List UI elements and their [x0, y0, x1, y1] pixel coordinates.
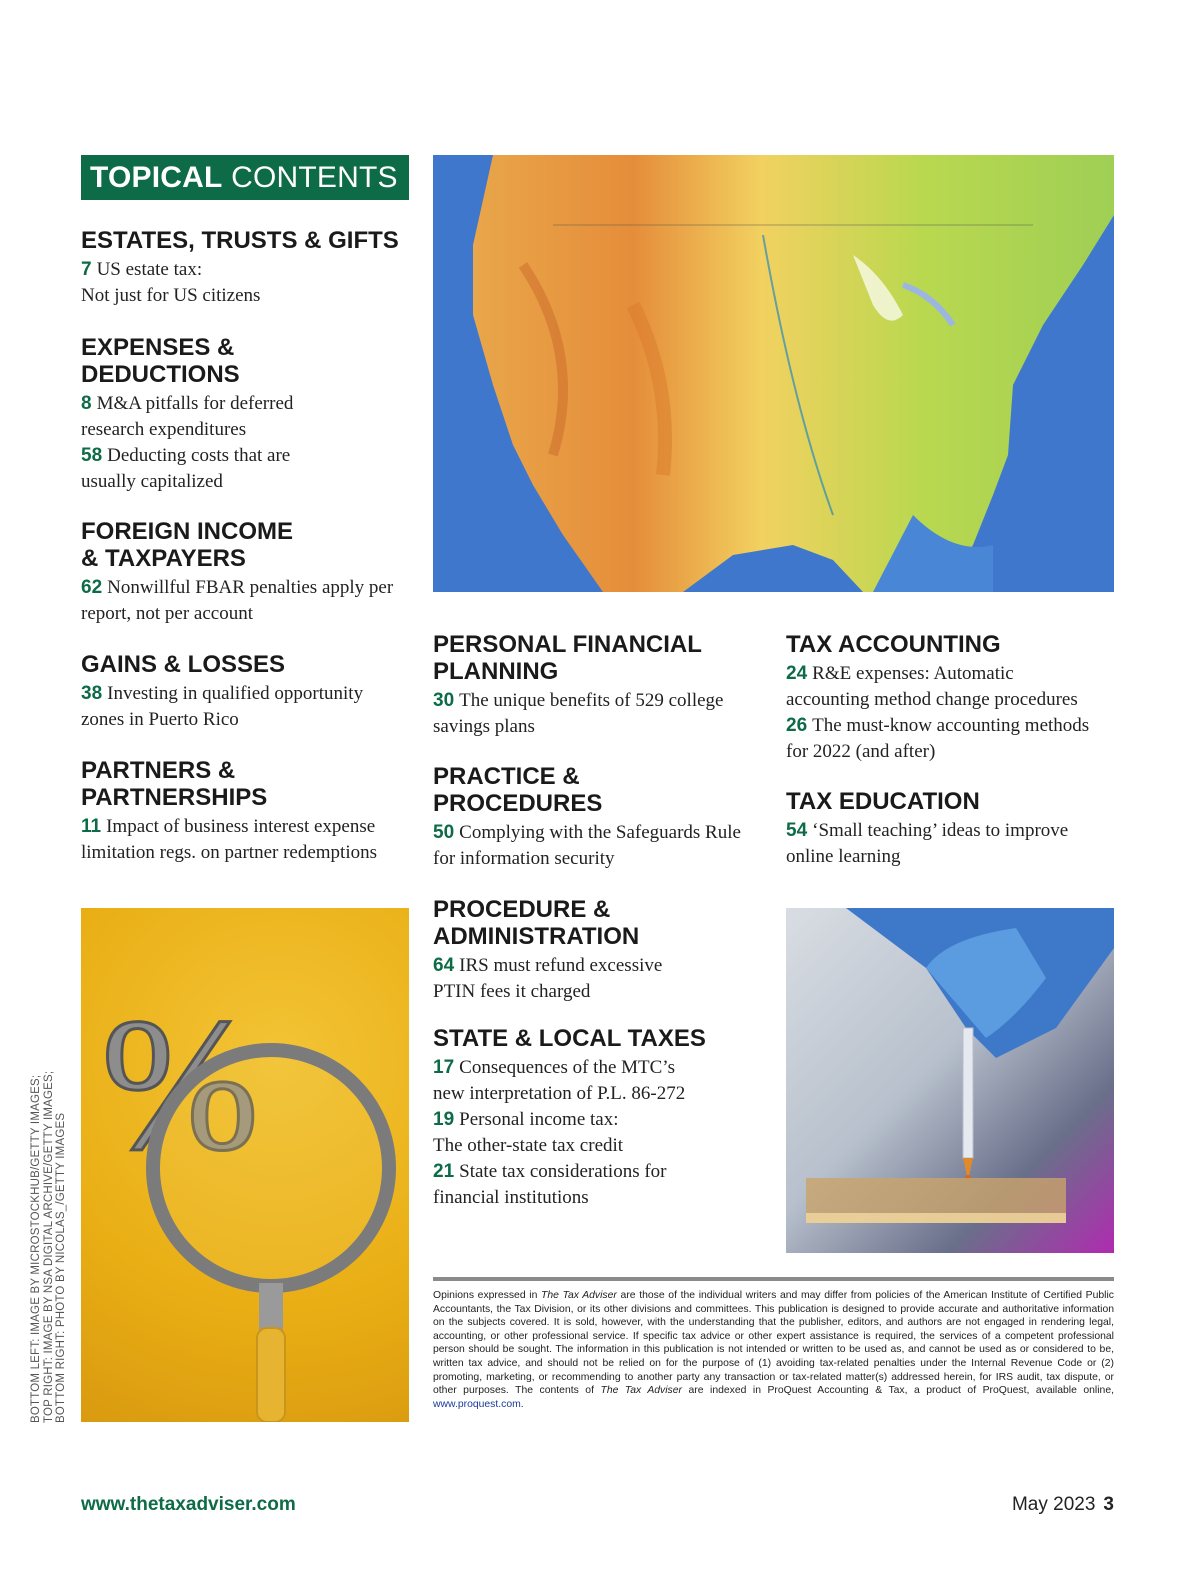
section-gains: [81, 651, 421, 732]
svg-text:%: %: [101, 980, 260, 1190]
title-bold: TOPICAL: [90, 161, 223, 194]
article-item[interactable]: 17 Consequences of the MTC’s new interpretation of P.L. 86-272: [433, 1057, 686, 1104]
article-item[interactable]: 21 State tax considerations for financial institutions: [433, 1161, 667, 1208]
footer-site-link[interactable]: www.thetaxadviser.com: [81, 1494, 296, 1515]
page-number: 8: [81, 393, 92, 414]
article-item[interactable]: 54 ‘Small teaching’ ideas to improve online learning: [786, 820, 1069, 867]
section-estates: [81, 227, 421, 308]
page-number: 26: [786, 715, 808, 736]
page-number: 58: [81, 445, 103, 466]
article-line: US estate tax:: [96, 259, 203, 280]
section-title: GAINS & LOSSES: [81, 651, 286, 678]
page-number: 7: [81, 259, 92, 280]
page-number: 64: [433, 955, 455, 976]
section-taxedu: [786, 788, 1126, 869]
page-number: 62: [81, 577, 103, 598]
article-item[interactable]: 58 Deducting costs that are usually capitalized: [81, 445, 291, 492]
page-number: 38: [81, 683, 103, 704]
article-item[interactable]: [81, 257, 421, 308]
section-title: PARTNERS & PARTNERSHIPS: [81, 757, 268, 811]
title-light: CONTENTS: [231, 161, 398, 194]
us-relief-map-image: [433, 155, 1114, 592]
section-title: ESTATES, TRUSTS & GIFTS: [81, 227, 399, 254]
article-item[interactable]: 38 Investing in qualified opportunity zones in Puerto Rico: [81, 683, 364, 730]
section-salt: [433, 1025, 778, 1210]
article-item[interactable]: 30 The unique benefits of 529 college savings plans: [433, 690, 724, 737]
article-item[interactable]: 11 Impact of business interest expense limitation regs. on partner redemptions: [81, 816, 378, 863]
section-title: PRACTICE & PROCEDURES: [433, 763, 603, 817]
page-number: 17: [433, 1057, 455, 1078]
section-title: EXPENSES & DEDUCTIONS: [81, 334, 240, 388]
section-title: PROCEDURE & ADMINISTRATION: [433, 896, 640, 950]
article-item[interactable]: 8 M&A pitfalls for deferred research expenditures: [81, 393, 294, 440]
section-title: TAX EDUCATION: [786, 788, 980, 815]
article-item[interactable]: 62 Nonwillful FBAR penalties apply per report, not per account: [81, 577, 394, 624]
percent-magnifier-image: [81, 908, 409, 1422]
section-procedure: [433, 896, 778, 1004]
article-item[interactable]: 64 IRS must refund excessive PTIN fees it charged: [433, 955, 663, 1002]
page-number: 50: [433, 822, 455, 843]
article-line: Not just for US citizens: [81, 284, 261, 306]
article-item[interactable]: 19 Personal income tax: The other-state tax credit: [433, 1109, 624, 1156]
section-title: TAX ACCOUNTING: [786, 631, 1001, 658]
disclaimer-text: Opinions expressed in The Tax Adviser are those of the individual writers and may differ from policies of the American Institute of Certified Public Accountants, the Tax Division, or its other divisions and committees. This publication is designed to provide accurate and authoritative information on the subjects covered. It is sold, however, with the understanding that the publisher, editors, and authors are not engaged in rendering legal, accounting, or other professional service. If specific tax advice or other expert assistance is required, the services of a competent professional person should be sought. The information in this publication is not intended or written to be used as, and cannot be used as or considered to be, written tax advice, and should not be relied on for the purpose of (1) avoiding tax-related penalties under the Internal Revenue Code or (2) promoting, marketing, or recommending to another party any transaction or tax-related matter(s) addressed herein, for IRS audit, tax dispute, or other purposes. The contents of The Tax Adviser are indexed in ProQuest Accounting & Tax, a product of ProQuest, available online, www.proquest.com.: [433, 1290, 1114, 1410]
section-foreign: [81, 518, 421, 626]
page-number: 54: [786, 820, 808, 841]
page-number: 24: [786, 663, 808, 684]
article-item[interactable]: 26 The must-know accounting methods for 2022 (and after): [786, 715, 1090, 762]
page-title: [81, 155, 409, 200]
page-number: 11: [81, 816, 102, 837]
photo-credits: BOTTOM LEFT: IMAGE BY MICROSTOCKHUB/GETTY IMAGES; TOP RIGHT: IMAGE BY NSA DIGITAL ARCHIVE/GETTY IMAGES; BOTTOM RIGHT: PHOTO BY NICOLAS_/GETTY IMAGES: [30, 1070, 67, 1423]
section-title: STATE & LOCAL TAXES: [433, 1025, 706, 1052]
section-partners: [81, 757, 421, 865]
section-taxacct: [786, 631, 1126, 764]
page-number: 19: [433, 1109, 455, 1130]
article-item[interactable]: 24 R&E expenses: Automatic accounting method change procedures: [786, 663, 1078, 710]
page-number: 30: [433, 690, 455, 711]
page-number: 3: [1103, 1494, 1114, 1515]
page-number: 21: [433, 1161, 455, 1182]
divider: [433, 1277, 1114, 1281]
section-practice: [433, 763, 778, 871]
section-title: PERSONAL FINANCIAL PLANNING: [433, 631, 702, 685]
section-title: FOREIGN INCOME & TAXPAYERS: [81, 518, 294, 572]
section-pfp: [433, 631, 778, 739]
pipette-lab-image: [786, 908, 1114, 1253]
article-item[interactable]: 50 Complying with the Safeguards Rule for information security: [433, 822, 741, 869]
proquest-link[interactable]: www.proquest.com: [433, 1398, 521, 1410]
section-expenses: [81, 334, 421, 494]
footer-date: May 2023 3: [1011, 1494, 1114, 1515]
